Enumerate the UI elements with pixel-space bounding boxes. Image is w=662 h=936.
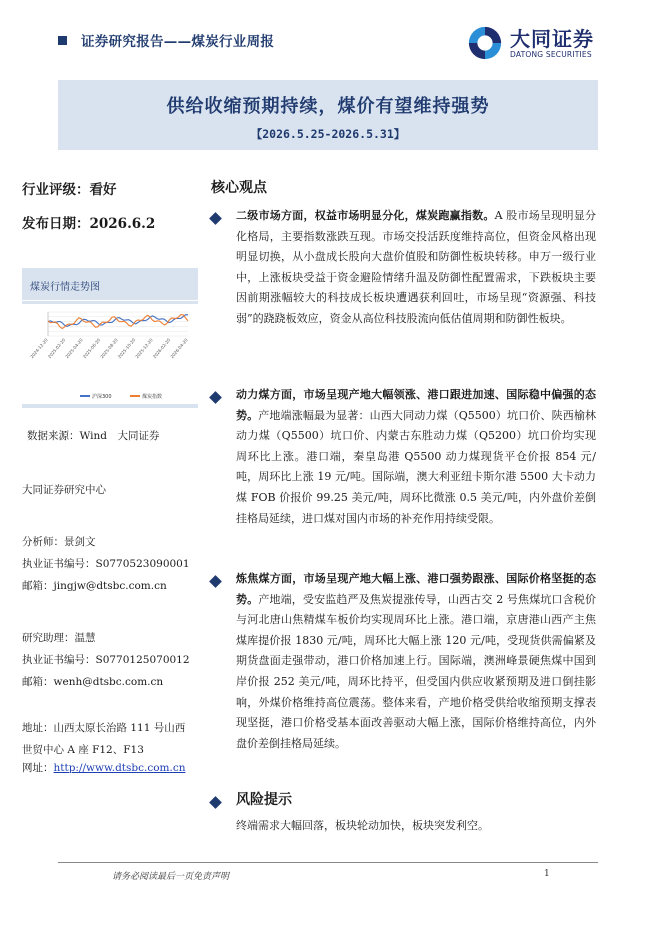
report-period: 【2026.5.25-2026.5.31】 xyxy=(250,127,406,141)
report-header xyxy=(58,30,274,50)
chart-divider xyxy=(22,300,198,301)
diamond-bullet-icon xyxy=(209,212,222,225)
diamond-bullet-icon xyxy=(209,391,222,404)
header-square-icon xyxy=(58,36,67,45)
chart-x-tick-label: 2025-12-20 xyxy=(134,337,154,360)
chart-x-tick-label: 2025-08-20 xyxy=(99,337,119,360)
coal-trend-chart-box xyxy=(22,268,198,408)
bullet-lead: 炼焦煤方面，市场呈现产地大幅上涨、港口强势跟涨、国际价格坚挺的态势。 xyxy=(236,572,596,606)
data-source: 数据来源：Wind 大同证券 xyxy=(27,430,160,442)
bullet-lead: 二级市场方面，权益市场明显分化，煤炭跑赢指数。 xyxy=(236,209,495,222)
logo-english-name: DATONG SECURITIES xyxy=(510,49,592,59)
bullet-text xyxy=(236,206,596,330)
diamond-bullet-icon xyxy=(209,575,222,588)
website-link[interactable]: http://www.dtsbc.com.cn xyxy=(53,762,186,774)
footer-divider xyxy=(58,862,598,863)
assistant-cert: 执业证书编号：S0770125070012 xyxy=(22,654,190,666)
report-title: 供给收缩预期持续，煤价有望维持强势 xyxy=(166,96,490,117)
chart-x-tick-label: 2024-12-20 xyxy=(29,337,49,360)
logo-chinese-name: 大同证券 xyxy=(510,26,594,51)
bullet-text xyxy=(236,385,596,529)
bullet-body: 产地端，受安监趋严及焦炭提涨传导，山西古交 2 号焦煤坑口含税价与河北唐山焦精煤车板价均实现周环比上涨。港口端，京唐港山西产主焦煤库提价报 1830 元/吨，周环比大幅上涨 120 元/吨，受现货供需偏紧及期货盘面走强带动，港口价格加速上行。国际端，澳洲峰景硬焦煤中国到岸价报 252 美元/吨，周环比持平，但受国内供应收紧预期及进口倒挂影响，外煤价格维持高位震荡。整体来看，产地价格受供给收缩预期支撑表现坚挺，港口价格受基本面改善驱动大幅上涨，国际价格维持高位，内外盘价差倒挂格局延续。 xyxy=(236,592,596,750)
chart-x-tick-label: 2025-02-20 xyxy=(46,337,67,360)
website-label: 网址： xyxy=(22,762,54,774)
chart-x-tick-label: 2025-04-20 xyxy=(64,337,84,360)
left-column xyxy=(22,175,197,232)
datong-logo-icon xyxy=(466,24,504,62)
report-type: 证券研究报告——煤炭行业周报 xyxy=(81,34,275,50)
bullet-lead: 动力煤方面，市场呈现产地大幅领涨、港口跟进加速、国际稳中偏强的态势。 xyxy=(236,388,596,422)
footer-disclaimer: 请务必阅读最后一页免责声明 xyxy=(112,872,230,882)
core-views-heading-wrap xyxy=(211,177,601,197)
risk-text: 终端需求大幅回落，板块轮动加快，板块突发利空。 xyxy=(236,819,489,832)
bullet-body: 产地端涨幅最为显著：山西大同动力煤（Q5500）坑口价、陕西榆林动力煤（Q5500）坑口价、内蒙古东胜动力煤（Q5200）坑口价均实现周环比上涨。港口端，秦皇岛港 Q5500 动力煤现货平仓价报 854 元/吨，周环比上涨 19 元/吨。国际端，澳大利亚纽卡斯尔港 5500 大卡动力煤 FOB 价报价 99.25 美元/吨，周环比微涨 0.5 美元/吨，内外盘价差倒挂格局延续，进口煤对国内市场的补充作用持续受限。 xyxy=(236,408,597,525)
chart-legend-label: 沪深300 xyxy=(92,394,112,400)
chart-x-tick-label: 2025-06-20 xyxy=(81,337,102,360)
research-center: 大同证券研究中心 xyxy=(22,484,106,496)
coal-trend-mini-chart xyxy=(22,304,198,404)
chart-x-tick-label: 2026-04-20 xyxy=(169,337,189,360)
analyst-email: 邮箱：jingjw@dtsbc.com.cn xyxy=(22,580,167,592)
website-line xyxy=(22,761,186,775)
assistant-email: 邮箱：wenh@dtsbc.com.cn xyxy=(22,676,164,688)
chart-title: 煤炭行情走势图 xyxy=(30,282,100,293)
publish-date: 发布日期：2026.6.2 xyxy=(22,216,156,232)
company-logo xyxy=(466,24,594,62)
core-views-heading: 核心观点 xyxy=(211,180,267,196)
bullet-body: A 股市场呈现明显分化格局，主要指数涨跌互现。市场交投活跃度维持高位，但资金风格出现明显切换，从小盘成长股向大盘价值股和防御性板块转移。申万一级行业中，上涨板块受益于资金避险情绪升温及防御性配置需求，下跌板块主要因前期涨幅较大的科技成长板块遭遇获利回吐，市场呈现“资源强、科技弱”的跷跷板效应，资金从高位科技股流向低估值周期和防御性板块。 xyxy=(236,209,596,325)
page-number: 1 xyxy=(544,869,550,879)
analyst-cert: 执业证书编号：S0770523090001 xyxy=(22,558,190,570)
analyst-name: 分析师：景剑文 xyxy=(22,536,96,548)
industry-rating: 行业评级：看好 xyxy=(22,182,117,198)
risk-heading-wrap xyxy=(236,790,596,812)
risk-heading: 风险提示 xyxy=(236,792,292,808)
chart-legend-label: 煤炭指数 xyxy=(142,394,163,400)
chart-x-tick-label: 2026-02-20 xyxy=(151,337,172,360)
title-band xyxy=(58,80,598,150)
assistant-name: 研究助理：温慧 xyxy=(22,632,96,644)
chart-x-tick-label: 2025-10-20 xyxy=(116,337,137,360)
diamond-bullet-icon xyxy=(209,796,222,809)
bullet-text xyxy=(236,569,596,754)
office-address: 地址：山西太原长治路 111 号山西世贸中心 A 座 F12、F13 xyxy=(22,722,186,756)
